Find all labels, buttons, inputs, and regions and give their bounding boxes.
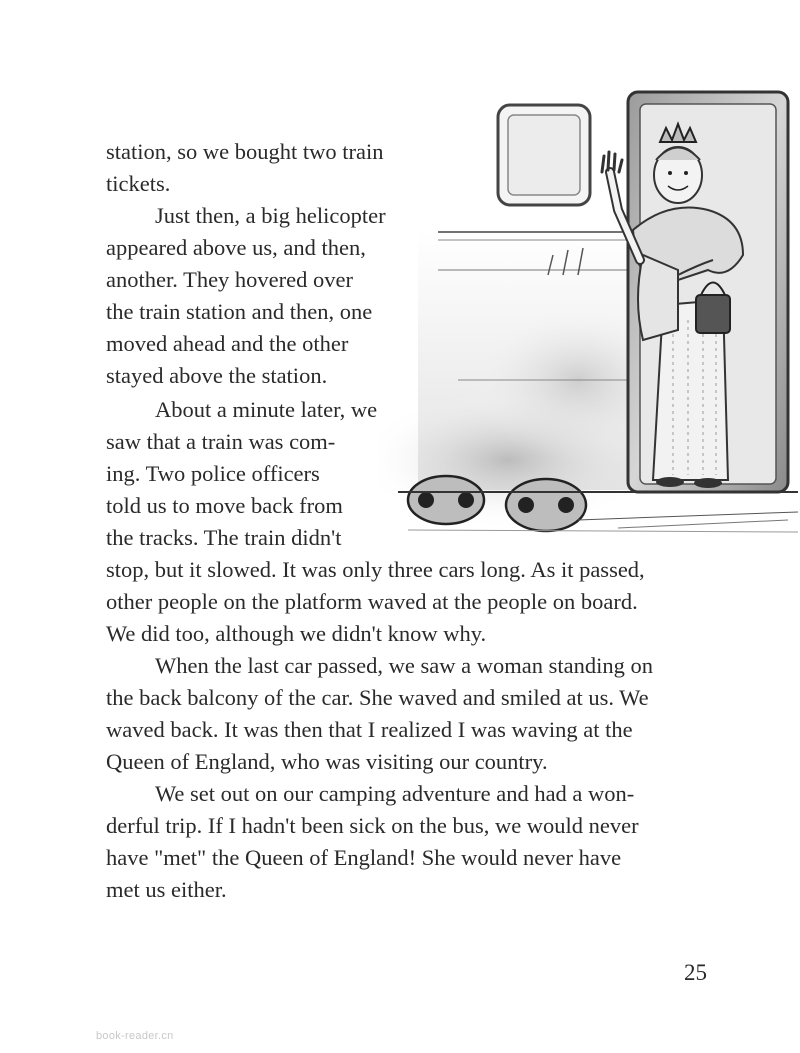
text-line: the back balcony of the car. She waved and smiled at us. We	[106, 685, 649, 710]
watermark: book-reader.cn	[96, 1030, 174, 1042]
text-line: ing. Two police officers	[106, 461, 320, 486]
text-line: station, so we bought two train	[106, 139, 384, 164]
text-line: appeared above us, and then,	[106, 235, 366, 260]
text-line: the tracks. The train didn't	[106, 525, 342, 550]
text-line: other people on the platform waved at the people on board.	[106, 589, 638, 614]
text-line: have "met" the Queen of England! She would never have	[106, 845, 622, 870]
text-line: Queen of England, who was visiting our country.	[106, 749, 548, 774]
text-line: Just then, a big helicopter	[155, 203, 386, 228]
text-line: waved back. It was then that I realized I was waving at the	[106, 717, 633, 742]
text-line: derful trip. If I hadn't been sick on the bus, we would never	[106, 813, 639, 838]
text-line: told us to move back from	[106, 493, 343, 518]
text-line: another. They hovered over	[106, 267, 353, 292]
text-line: moved ahead and the other	[106, 331, 349, 356]
train-queen-illustration	[378, 80, 800, 550]
text-line: saw that a train was com-	[106, 429, 336, 454]
text-line: When the last car passed, we saw a woman standing on	[155, 653, 653, 678]
page-number: 25	[684, 960, 707, 985]
text-line: the train station and then, one	[106, 299, 373, 324]
text-line: stayed above the station.	[106, 363, 328, 388]
handbag	[696, 295, 730, 333]
text-line: tickets.	[106, 171, 171, 196]
text-line: We set out on our camping adventure and had a won-	[155, 781, 635, 806]
text-line: met us either.	[106, 877, 227, 902]
text-line: About a minute later, we	[155, 397, 378, 422]
text-line: We did too, although we didn't know why.	[106, 621, 487, 646]
text-line: stop, but it slowed. It was only three cars long. As it passed,	[106, 557, 645, 582]
